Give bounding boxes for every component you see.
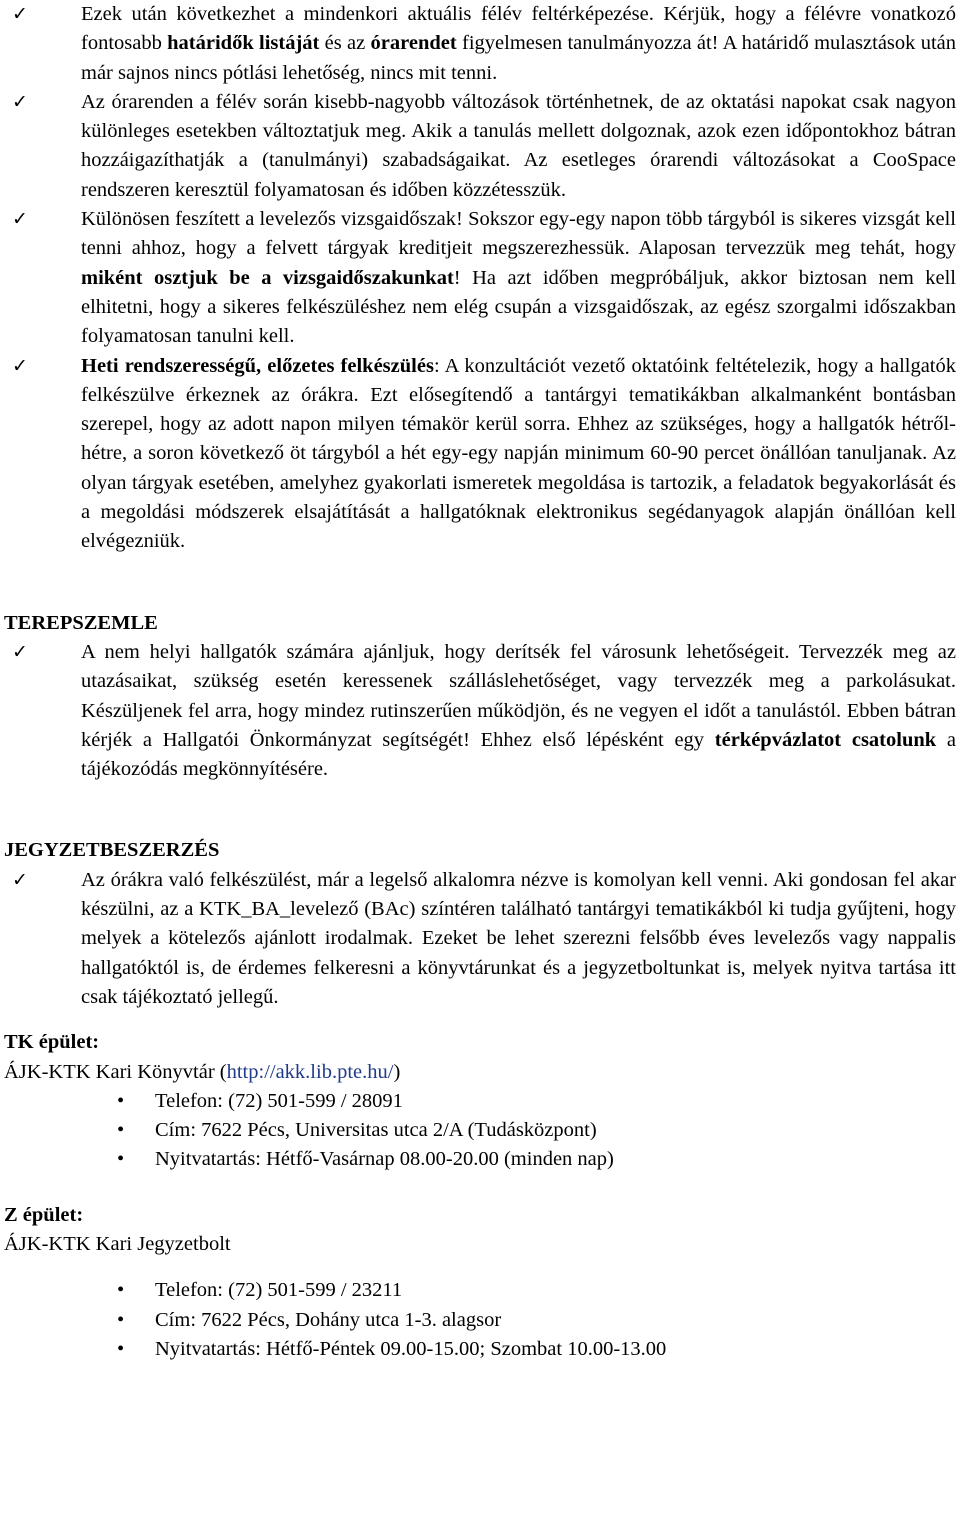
- tk-library-name-suffix: ): [393, 1060, 401, 1083]
- tk-phone-text: Telefon: (72) 501-599 / 28091: [155, 1089, 403, 1112]
- check-icon: ✓: [12, 90, 28, 113]
- text-run: Különösen feszített a levelezős vizsgaidőszak! Sokszor egy-egy napon több tárgyból is sikeres vizsgát kell tenni ahhoz, hogy a felvett tárgyak kreditjeit megszerezhessük. Alaposan tervezzük meg tehát, hogy: [81, 208, 956, 260]
- text-run: és az: [319, 32, 371, 55]
- bullet-icon: •: [117, 1119, 125, 1142]
- check-list-item: [4, 638, 956, 784]
- section-heading-terepszemle: TEREPSZEMLE: [4, 611, 158, 634]
- bold-text-run: határidők listáját: [167, 32, 320, 55]
- check-icon: ✓: [12, 3, 28, 25]
- bullet-icon: •: [117, 1337, 125, 1360]
- check-icon: ✓: [12, 868, 28, 891]
- check-list-item: [4, 866, 956, 1012]
- z-building-heading: Z épület:: [4, 1203, 84, 1226]
- section-heading-jegyzetbeszerzes: JEGYZETBESZERZÉS: [4, 839, 220, 862]
- bullet-icon: •: [117, 1148, 125, 1171]
- check-icon: ✓: [12, 208, 28, 231]
- check-list-item: [4, 352, 956, 557]
- bold-text-run: órarendet: [370, 32, 457, 55]
- tk-address-item: [4, 1116, 956, 1145]
- library-website-link[interactable]: http://akk.lib.pte.hu/: [226, 1060, 394, 1083]
- z-address-text: Cím: 7622 Pécs, Dohány utca 1-3. alagsor: [155, 1308, 502, 1331]
- z-phone-item: [4, 1276, 956, 1305]
- check-list-item: [4, 0, 956, 88]
- terepszemle-check-list: [4, 638, 956, 784]
- bold-text-run: miként osztjuk be a vizsgaidőszakunkat: [81, 266, 454, 289]
- bold-text-run: Heti rendszerességű, előzetes felkészülés: [81, 354, 434, 377]
- text-run: Az órarenden a félév során kisebb-nagyobb változások történhetnek, de az oktatási napokat csak nagyon különleges esetekben változtatjuk meg. Akik a tanulás mellett dolgoznak, azok ezen időpontokhoz bátran hozzáigazíthatják a (tanulmányi) szabadságaikat. Az esetleges órarendi változásokat a CooSpace rendszeren keresztül folyamatosan és időben közzétesszük.: [81, 90, 956, 201]
- bullet-icon: •: [117, 1279, 125, 1302]
- tk-phone-item: [4, 1087, 956, 1116]
- tk-library-name: [4, 1058, 956, 1087]
- text-run: a tájékozódás megkönnyítésére.: [81, 728, 956, 781]
- check-list-item: [4, 88, 956, 205]
- bullet-icon: •: [117, 1089, 125, 1112]
- bullet-icon: •: [117, 1308, 125, 1331]
- tk-library-name-prefix: ÁJK-KTK Kari Könyvtár (: [4, 1060, 227, 1083]
- text-run: Az órákra való felkészülést, már a legelső alkalomra nézve is komolyan kell venni. Aki gondosan fel akar készülni, az a KTK_BA_levelező (BAc) színtéren található tantárgyi tematikákból ki tudja gyűjteni, hogy melyek a kötelezős ajánlott irodalmak. Ezeket be lehet szerezni felsőbb éves levelezős vagy nappalis hallgatóktól is, de érdemes felkeresni a könyvtárunkat és a jegyzetboltunkat is, melyek nyitva tartása itt csak tájékoztató jellegű.: [81, 868, 956, 1008]
- z-hours-item: [4, 1335, 956, 1364]
- text-run: Ezek után következhet a mindenkori aktuális félév feltérképezése. Kérjük, hogy a félévre vonatkozó fontosabb: [81, 3, 956, 55]
- intro-check-list: [4, 0, 956, 557]
- check-icon: ✓: [12, 354, 28, 377]
- tk-building-heading: TK épület:: [4, 1031, 100, 1054]
- tk-hours-text: Nyitvatartás: Hétfő-Vasárnap 08.00-20.00 (minden nap): [155, 1148, 614, 1171]
- text-run: figyelmesen tanulmányozza át! A határidő mulasztások után már sajnos nincs pótlási lehetőség, nincs mit tenni.: [81, 32, 956, 84]
- check-list-item: [4, 205, 956, 351]
- z-info-list: [4, 1276, 956, 1364]
- z-bookshop-name: ÁJK-KTK Kari Jegyzetbolt: [4, 1232, 231, 1255]
- text-run: ! Ha azt időben megpróbáljuk, akkor biztosan nem kell elhitetni, hogy a sikeres felkészüléshez nem elég csupán a vizsgaidőszak, az egész szorgalmi időszakban folyamatosan tanulni kell.: [81, 266, 956, 348]
- z-hours-text: Nyitvatartás: Hétfő-Péntek 09.00-15.00; Szombat 10.00-13.00: [155, 1337, 667, 1360]
- tk-address-text: Cím: 7622 Pécs, Universitas utca 2/A (Tudásközpont): [155, 1119, 597, 1142]
- z-address-item: [4, 1306, 956, 1335]
- text-run: A nem helyi hallgatók számára ajánljuk, hogy derítsék fel városunk lehetőségeit. Tervezzék meg az utazásaikat, szükség esetén keressenek szálláslehetőséget, vagy tervezzék meg a parkolásukat. Készüljenek fel arra, hogy mindez rutinszerűen működjön, és ne vegyen el időt a tanulástól. Ebben bátran kérjék a Hallgatói Önkormányzat segítségét! Ehhez első lépésként egy: [81, 640, 956, 751]
- tk-hours-item: [4, 1145, 956, 1174]
- bold-text-run: térképvázlatot csatolunk: [714, 728, 937, 751]
- z-phone-text: Telefon: (72) 501-599 / 23211: [155, 1279, 403, 1302]
- text-run: : A konzultációt vezető oktatóink feltételezik, hogy a hallgatók felkészülve érkeznek az órákra. Ezt elősegítendő a tantárgyi tematikákban alkalmanként bontásban szerepel, hogy az adott napon milyen témakör kerül sorra. Ehhez az szükséges, hogy a hallgatók hétről-hétre, a soron következő öt tárgyból a hét egy-egy napján minimum 60-90 percet önállóan tanuljanak. Az olyan tárgyak esetében, amelyhez gyakorlati ismeretek megoldása is tartozik, a feladatok begyakorlását és a megoldási módszerek elsajátítását a hallgatóknak elektronikus segédanyagok alapján önállóan kell elvégezniük.: [81, 354, 957, 553]
- check-icon: ✓: [12, 640, 28, 663]
- tk-info-list: [4, 1087, 956, 1175]
- jegyzet-check-list: [4, 866, 956, 1012]
